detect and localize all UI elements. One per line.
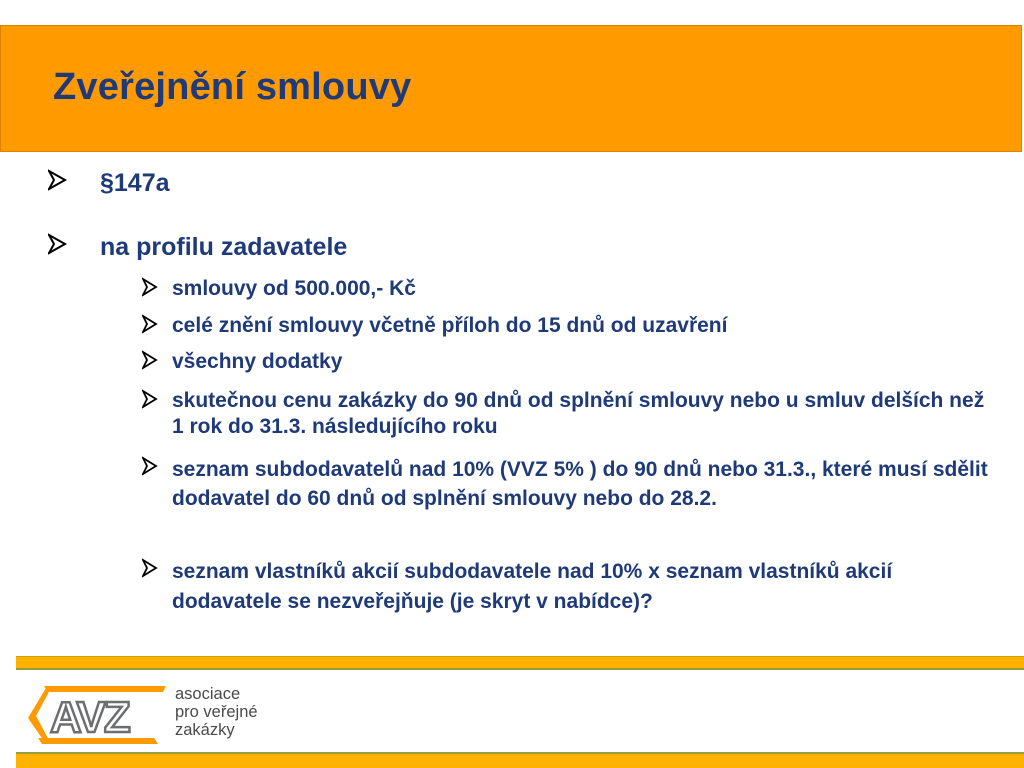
- bullet-text: na profilu zadavatele: [100, 233, 348, 261]
- sub-bullet-text: smlouvy od 500.000,- Kč: [172, 277, 416, 300]
- arrow-bullet-icon: [48, 169, 100, 191]
- sub-bullet-text: seznam subdodavatelů nad 10% (VVZ 5% ) do 90 dnů nebo 31.3., které musí sdělit dodavatel do 60 dnů od splnění smlouvy nebo do 28.2.: [172, 458, 988, 510]
- arrow-bullet-icon: [48, 233, 100, 255]
- arrow-bullet-icon: [142, 314, 172, 334]
- sub-bullet-item: [142, 349, 992, 375]
- avz-logo-mark: [26, 680, 176, 750]
- arrow-bullet-icon: [142, 558, 172, 578]
- bullet-item: [48, 168, 170, 198]
- arrow-bullet-icon: [142, 277, 172, 297]
- sub-bullet-item: [142, 276, 992, 302]
- sub-bullet-item: [142, 313, 992, 339]
- arrow-bullet-icon: [142, 350, 172, 370]
- bullet-text: §147a: [100, 169, 170, 197]
- logo-caption: [175, 685, 258, 739]
- sub-bullet-text: všechny dodatky: [172, 350, 343, 373]
- logo-caption-line: pro veřejné: [175, 703, 258, 721]
- logo-caption-line: asociace: [175, 685, 241, 703]
- bullet-item: [48, 232, 347, 262]
- sub-bullet-item: [142, 388, 992, 440]
- sub-bullet-text: celé znění smlouvy včetně příloh do 15 dnů od uzavření: [172, 314, 728, 337]
- sub-bullet-item: [142, 557, 992, 617]
- footer-stripe-bottom: [16, 752, 1024, 768]
- slide-title: Zveřejnění smlouvy: [53, 66, 412, 108]
- sub-bullet-text: skutečnou cenu zakázky do 90 dnů od splnění smlouvy nebo u smluv delších než 1 rok do 31.3. následujícího roku: [172, 389, 985, 438]
- logo-wordmark: AVZ: [50, 693, 129, 742]
- footer-stripe-top: [16, 656, 1024, 670]
- arrow-bullet-icon: [142, 456, 172, 476]
- logo-caption-line: zakázky: [175, 721, 235, 739]
- sub-bullet-text: seznam vlastníků akcií subdodavatele nad 10% x seznam vlastníků akcií dodavatele se nezveřejňuje (je skryt v nabídce)?: [172, 560, 893, 613]
- sub-bullet-item: [142, 455, 992, 513]
- arrow-bullet-icon: [142, 389, 172, 409]
